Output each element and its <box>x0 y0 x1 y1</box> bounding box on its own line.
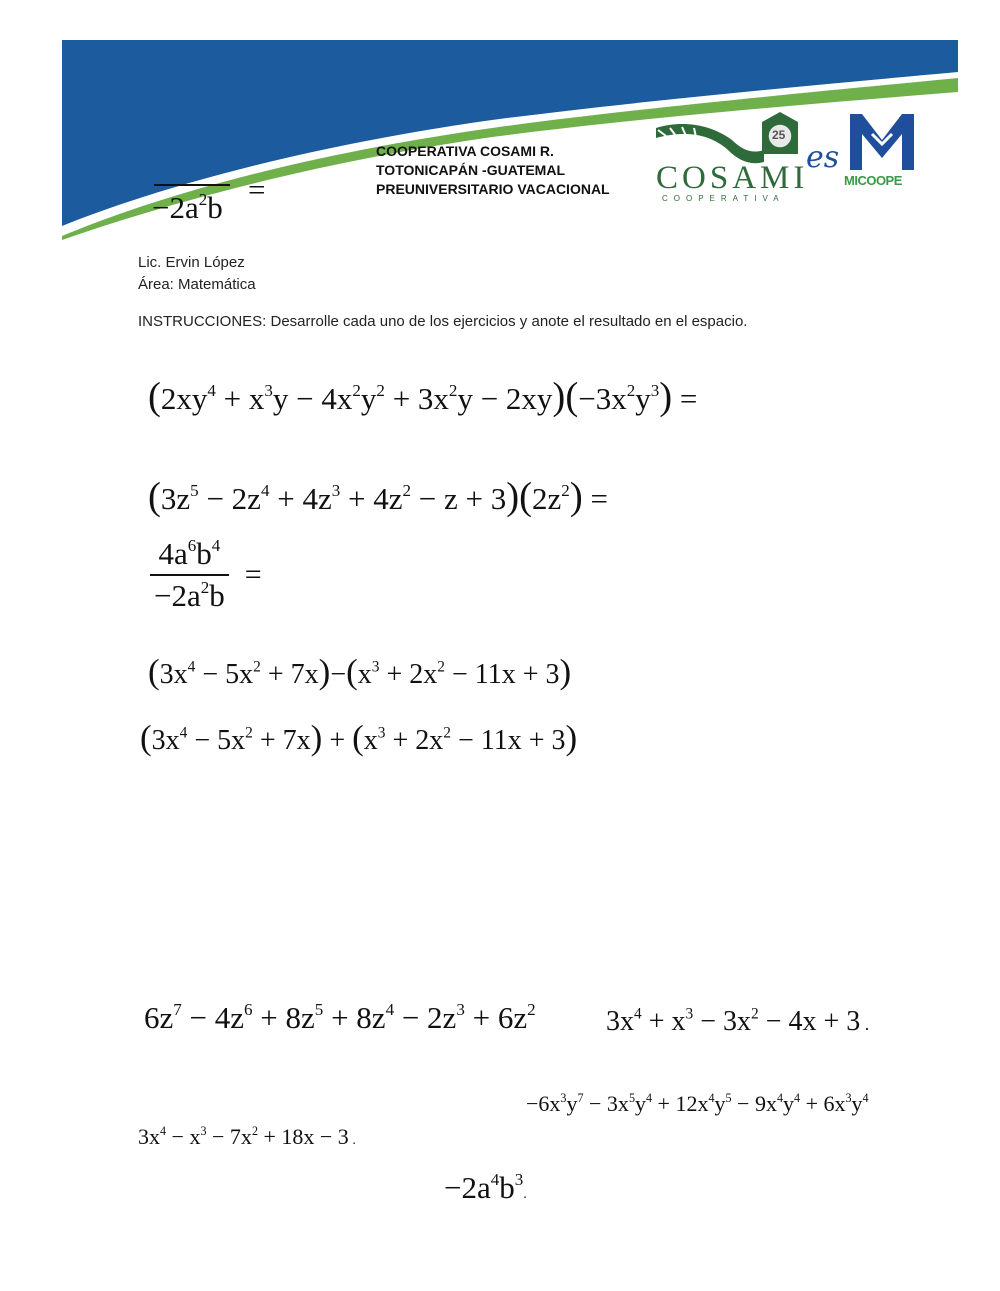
micoope-wordmark: MICOOPE <box>844 173 902 188</box>
header-line-3: PREUNIVERSITARIO VACACIONAL <box>376 181 610 197</box>
answer-5[interactable]: $-2a^4b^3$. <box>444 1170 527 1205</box>
teacher-name: Lic. Ervin López <box>138 254 245 271</box>
subject-area: Área: Matemática <box>138 276 256 293</box>
fraction-numerator: $4a^6b^4$ <box>158 536 221 571</box>
cosami-subtitle: COOPERATIVA <box>662 194 785 203</box>
answer-3[interactable]: $-6x^3y^7 - 3x^5y^4 + 12x^4y^5 - 9x^4y^4 + 6x^3y^4$ <box>526 1090 869 1116</box>
answer-2[interactable]: $3x^4 + x^3 - 3x^2 - 4x + 3$ . <box>606 1005 870 1037</box>
exercise-4: $(3x^4 - 5x^2 + 7x)-(x^3 + 2x^2 - 11x + 3)$ <box>148 652 572 691</box>
instructions: INSTRUCCIONES: Desarrolle cada uno de los ejercicios y anote el resultado en el espacio. <box>138 313 748 330</box>
banner-overlap-denominator: $-2a^2b$ <box>152 190 223 225</box>
fraction-denominator: $-2a^2b$ <box>150 574 229 614</box>
exercise-2: $(3z^5 - 2z^4 + 4z^3 + 4z^2 - z + 3)(2z^2)$ = <box>148 475 608 518</box>
banner-overlap-equals: = <box>248 172 266 207</box>
logo-es: es <box>806 140 840 175</box>
micoope-m-icon <box>848 110 916 172</box>
header-line-1: COOPERATIVA COSAMI R. <box>376 143 554 159</box>
exercise-5: $(3x^4 - 5x^2 + 7x) + (x^3 + 2x^2 - 11x + 3)$ <box>140 718 578 757</box>
answer-4[interactable]: $3x^4 - x^3 - 7x^2 + 18x - 3$ . <box>138 1123 356 1149</box>
exercise-1: $(2xy^4 + x^3y - 4x^2y^2 + 3x^2y - 2xy)(-3x^2y^3)$ = <box>148 375 698 418</box>
answer-1[interactable]: $6z^7 - 4z^6 + 8z^5 + 8z^4 - 2z^3 + 6z^2$ <box>144 1000 536 1035</box>
banner-overlap-fraction <box>150 152 270 232</box>
header-line-2: TOTONICAPÁN -GUATEMAL <box>376 162 565 178</box>
fraction-equals: = <box>244 558 262 591</box>
cosami-wordmark: COSAMI <box>656 160 809 196</box>
cosami-logo <box>652 110 809 206</box>
exercise-3 <box>150 536 262 614</box>
micoope-logo <box>844 110 924 194</box>
exercise-3-fraction <box>150 536 229 614</box>
cosami-badge: 25 <box>772 128 786 142</box>
